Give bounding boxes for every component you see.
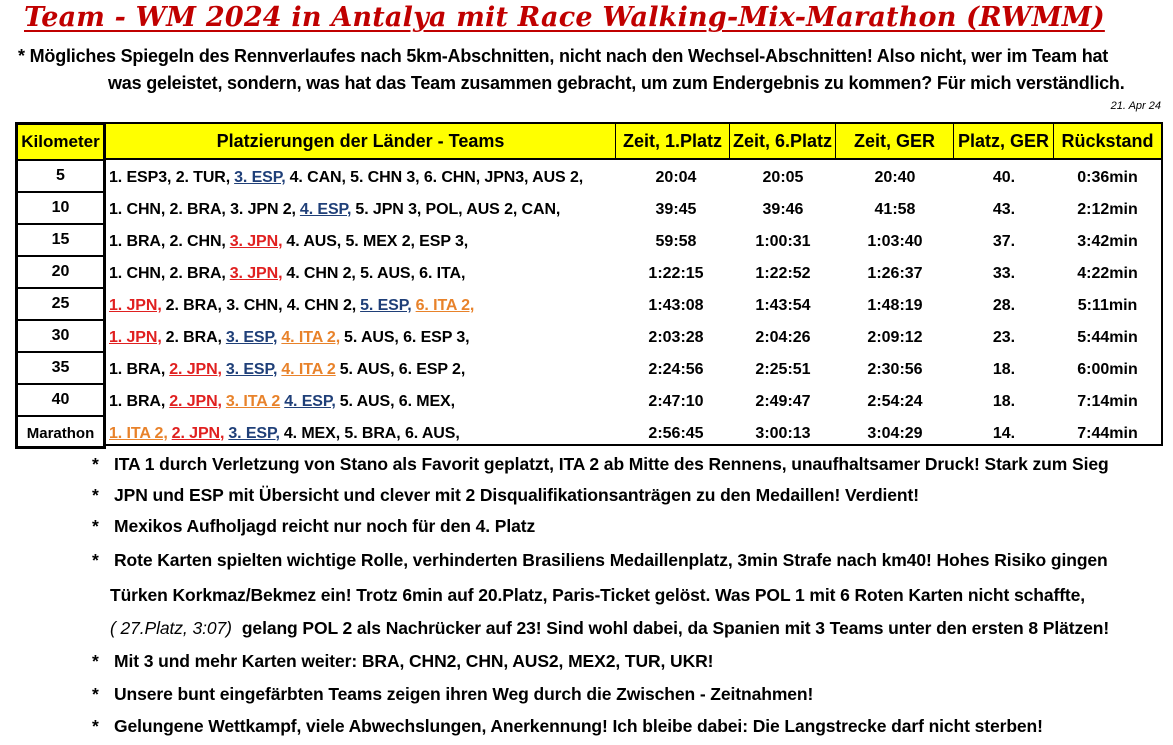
time-first-cell: 59:58 xyxy=(655,233,697,250)
placings-cell xyxy=(109,226,619,258)
time-sixth-cell: 20:05 xyxy=(762,169,804,186)
placings-cell xyxy=(109,418,619,450)
note-text: gelang POL 2 als Nachrücker auf 23! Sind wohl dabei, da Spanien mit 3 Teams unter den ersten 8 Plätzen! xyxy=(241,618,1110,638)
team-text: 5. JPN 3, POL, AUS 2, CAN, xyxy=(355,201,561,218)
place-ger-cell: 33. xyxy=(992,265,1016,282)
time-ger-cell: 3:04:29 xyxy=(867,425,923,442)
note-continuation: Türken Korkmaz/Bekmez ein! Trotz 6min auf 20.Platz, Paris-Ticket gelöst. Was POL 1 mit 6 Roten Karten nicht schaffte, xyxy=(110,585,1086,605)
highlighted-team: 3. JPN, xyxy=(229,233,283,250)
team-text: 1. ESP3, 2. TUR, xyxy=(109,169,231,186)
kilometer-cell: 5 xyxy=(18,161,103,193)
place-ger-cell: 18. xyxy=(992,393,1016,410)
highlighted-team: 2. JPN, xyxy=(169,361,222,378)
table-row xyxy=(106,194,1161,226)
note-item xyxy=(92,651,713,672)
note-text: Unsere bunt eingefärbten Teams zeigen ihren Weg durch die Zwischen - Zeitnahmen! xyxy=(114,684,814,704)
time-sixth-cell: 2:25:51 xyxy=(755,361,811,378)
table-row xyxy=(106,354,1161,386)
header-gap: Rückstand xyxy=(1054,124,1161,160)
time-sixth-cell: 39:46 xyxy=(762,201,804,218)
bullet-star: * xyxy=(92,684,99,704)
time-ger-cell: 1:48:19 xyxy=(867,297,923,314)
time-first-cell: 20:04 xyxy=(655,169,697,186)
highlighted-team: 1. ITA 2, xyxy=(109,425,168,442)
table-row xyxy=(106,226,1161,258)
team-text: 4. MEX, 5. BRA, 6. AUS, xyxy=(283,425,460,442)
time-first-cell: 1:22:15 xyxy=(648,265,704,282)
kilometer-cell: 35 xyxy=(18,353,103,385)
highlighted-team: 2. JPN, xyxy=(169,393,222,410)
note-continuation xyxy=(110,618,1109,639)
results-table xyxy=(106,122,1163,446)
gap-cell: 3:42min xyxy=(1077,233,1138,250)
time-first-cell: 2:24:56 xyxy=(648,361,704,378)
time-ger-cell: 41:58 xyxy=(874,201,916,218)
header-time-sixth: Zeit, 6.Platz xyxy=(730,124,836,160)
time-ger-cell: 1:03:40 xyxy=(867,233,923,250)
team-text: 4. CHN 2, 5. AUS, 6. ITA, xyxy=(286,265,466,282)
kilometer-column xyxy=(15,122,106,449)
time-ger-cell: 20:40 xyxy=(874,169,916,186)
time-sixth-cell: 1:43:54 xyxy=(755,297,811,314)
time-sixth-cell: 2:04:26 xyxy=(755,329,811,346)
highlighted-team: 1. JPN, xyxy=(109,329,162,346)
gap-cell: 5:44min xyxy=(1077,329,1138,346)
placings-cell xyxy=(109,258,619,290)
table-row xyxy=(106,322,1161,354)
team-text: 5. AUS, 6. ESP 3, xyxy=(344,329,470,346)
time-first-cell: 1:43:08 xyxy=(648,297,704,314)
gap-cell: 6:00min xyxy=(1077,361,1138,378)
highlighted-team: 4. ITA 2 xyxy=(281,361,336,378)
team-text: 2. BRA, xyxy=(165,329,222,346)
team-text: 5. AUS, 6. ESP 2, xyxy=(339,361,466,378)
highlighted-team: 3. ESP, xyxy=(225,361,278,378)
highlighted-team: 3. JPN, xyxy=(229,265,283,282)
header-time-ger: Zeit, GER xyxy=(836,124,954,160)
note-item xyxy=(92,516,535,537)
note-item xyxy=(92,684,813,705)
time-ger-cell: 1:26:37 xyxy=(867,265,923,282)
bullet-star: * xyxy=(92,454,99,474)
place-ger-cell: 40. xyxy=(992,169,1016,186)
kilometer-cell: 40 xyxy=(18,385,103,417)
bullet-star: * xyxy=(92,716,99,736)
note-item xyxy=(92,454,1109,475)
page-title: Team - WM 2024 in Antalya mit Race Walking-Mix-Marathon (RWMM) xyxy=(24,2,1105,33)
highlighted-team: 3. ITA 2 xyxy=(225,393,281,410)
note-text: Mit 3 und mehr Karten weiter: BRA, CHN2, CHN, AUS2, MEX2, TUR, UKR! xyxy=(114,651,714,671)
time-first-cell: 2:56:45 xyxy=(648,425,704,442)
highlighted-team: 5. ESP, xyxy=(360,297,412,314)
highlighted-team: 3. ESP, xyxy=(228,425,280,442)
gap-cell: 0:36min xyxy=(1077,169,1138,186)
intro-line-1: * Mögliches Spiegeln des Rennverlaufes nach 5km-Abschnitten, nicht nach den Wechsel-Abschnitten! Also nicht, wer im Team hat xyxy=(18,46,1109,66)
note-text: JPN und ESP mit Übersicht und clever mit 2 Disqualifikationsanträgen zu den Medaillen! Verdient! xyxy=(114,485,919,505)
highlighted-team: 2. JPN, xyxy=(171,425,225,442)
kilometer-cell: 30 xyxy=(18,321,103,353)
team-text: 1. BRA, xyxy=(109,361,166,378)
header-time-first: Zeit, 1.Platz xyxy=(616,124,730,160)
team-text: 4. AUS, 5. MEX 2, ESP 3, xyxy=(286,233,469,250)
table-row xyxy=(106,162,1161,194)
time-ger-cell: 2:54:24 xyxy=(867,393,923,410)
note-text: Gelungene Wettkampf, viele Abwechslungen, Anerkennung! Ich bleibe dabei: Die Langstrecke darf nicht sterben! xyxy=(114,716,1043,736)
placings-cell xyxy=(109,194,619,226)
kilometer-cell: 25 xyxy=(18,289,103,321)
highlighted-team: 4. ESP, xyxy=(284,393,336,410)
kilometer-header: Kilometer xyxy=(18,125,103,161)
kilometer-cell: 15 xyxy=(18,225,103,257)
bullet-star: * xyxy=(92,651,99,671)
intro-line-2: was geleistet, sondern, was hat das Team zusammen gebracht, um zum Endergebnis zu kommen? Für mich verständlich. xyxy=(108,73,1125,93)
place-ger-cell: 37. xyxy=(992,233,1016,250)
team-text: 1. BRA, 2. CHN, xyxy=(109,233,226,250)
header-places: Platzierungen der Länder - Teams xyxy=(106,124,616,160)
table-row xyxy=(106,290,1161,322)
note-item xyxy=(92,716,1043,737)
team-text: 1. BRA, xyxy=(109,393,166,410)
place-ger-cell: 28. xyxy=(992,297,1016,314)
time-first-cell: 2:03:28 xyxy=(648,329,704,346)
highlighted-team: 4. ESP, xyxy=(299,201,352,218)
placings-cell xyxy=(109,354,619,386)
note-text: Mexikos Aufholjagd reicht nur noch für den 4. Platz xyxy=(114,516,536,536)
place-ger-cell: 14. xyxy=(992,425,1016,442)
table-row xyxy=(106,258,1161,290)
highlighted-team: 6. ITA 2, xyxy=(415,297,475,314)
note-item xyxy=(92,550,1108,571)
place-ger-cell: 18. xyxy=(992,361,1016,378)
header-place-ger: Platz, GER xyxy=(954,124,1054,160)
bullet-star: * xyxy=(92,485,99,505)
time-sixth-cell: 1:00:31 xyxy=(755,233,811,250)
time-sixth-cell: 3:00:13 xyxy=(755,425,811,442)
kilometer-cell: 20 xyxy=(18,257,103,289)
date-label: 21. Apr 24 xyxy=(1110,100,1161,112)
time-sixth-cell: 2:49:47 xyxy=(755,393,811,410)
table-row xyxy=(106,418,1161,450)
highlighted-team: 3. ESP, xyxy=(225,329,278,346)
time-ger-cell: 2:30:56 xyxy=(867,361,923,378)
bullet-star: * xyxy=(92,516,99,536)
kilometer-cell: Marathon xyxy=(26,424,95,442)
team-text: 5. AUS, 6. MEX, xyxy=(339,393,455,410)
note-item xyxy=(92,485,919,506)
highlighted-team: 1. JPN, xyxy=(109,297,162,314)
team-text: 4. CAN, 5. CHN 3, 6. CHN, JPN3, AUS 2, xyxy=(289,169,584,186)
placings-cell xyxy=(109,322,619,354)
team-text: 2. BRA, 3. CHN, 4. CHN 2, xyxy=(165,297,357,314)
highlighted-team: 3. ESP, xyxy=(234,169,286,186)
place-ger-cell: 43. xyxy=(992,201,1016,218)
time-sixth-cell: 1:22:52 xyxy=(755,265,811,282)
gap-cell: 2:12min xyxy=(1077,201,1138,218)
kilometer-cell: 10 xyxy=(18,193,103,225)
team-text: 1. CHN, 2. BRA, xyxy=(109,265,226,282)
note-text: Rote Karten spielten wichtige Rolle, verhinderten Brasiliens Medaillenplatz, 3min Strafe nach km40! Hohes Risiko gingen xyxy=(114,550,1108,570)
table-row xyxy=(106,386,1161,418)
time-ger-cell: 2:09:12 xyxy=(867,329,923,346)
placings-cell xyxy=(109,290,619,322)
highlighted-team: 4. ITA 2, xyxy=(281,329,341,346)
bullet-star: * xyxy=(92,550,99,570)
gap-cell: 7:14min xyxy=(1077,393,1138,410)
gap-cell: 5:11min xyxy=(1077,297,1138,314)
gap-cell: 4:22min xyxy=(1077,265,1138,282)
time-first-cell: 39:45 xyxy=(655,201,697,218)
time-first-cell: 2:47:10 xyxy=(648,393,704,410)
placings-cell xyxy=(109,162,619,194)
placings-cell xyxy=(109,386,619,418)
team-text: 1. CHN, 2. BRA, 3. JPN 2, xyxy=(109,201,296,218)
note-parenthetical: ( 27.Platz, 3:07) xyxy=(110,618,232,638)
note-text: ITA 1 durch Verletzung von Stano als Favorit geplatzt, ITA 2 ab Mitte des Rennens, unaufhaltsamer Druck! Stark zum Sieg xyxy=(114,454,1109,474)
gap-cell: 7:44min xyxy=(1077,425,1138,442)
place-ger-cell: 23. xyxy=(992,329,1016,346)
